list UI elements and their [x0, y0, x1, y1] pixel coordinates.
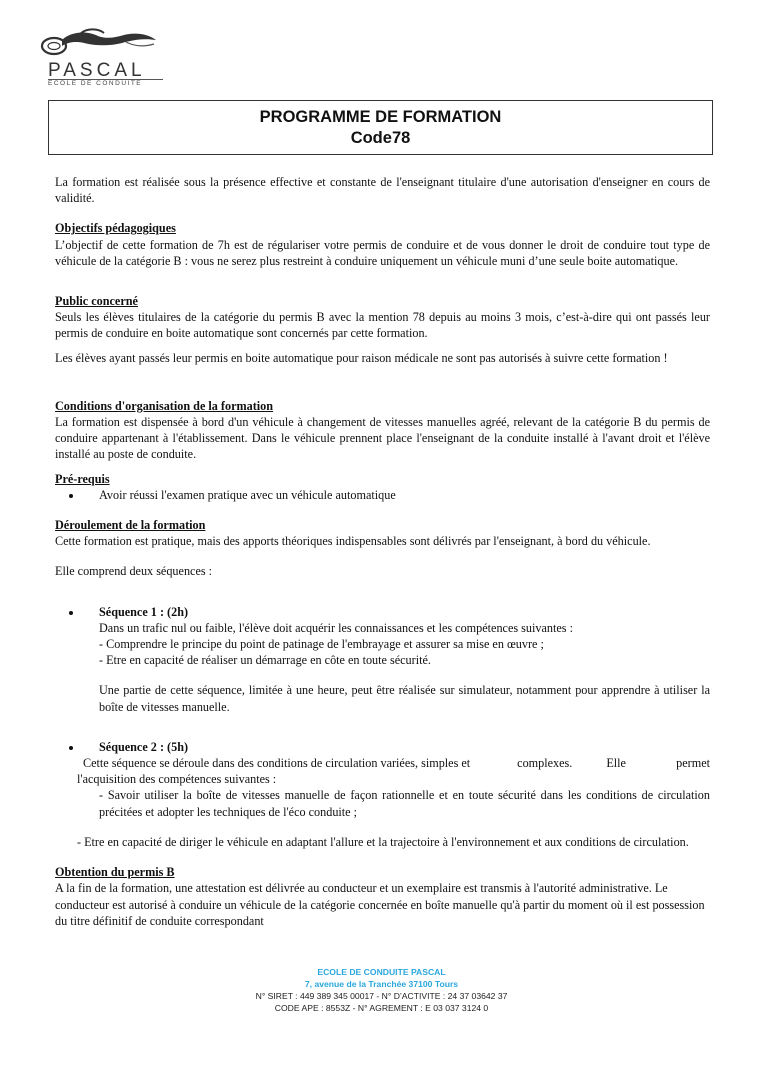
prerequis-list	[55, 487, 710, 503]
deroulement-text-1: Cette formation est pratique, mais des apports théoriques indispensables sont délivrés par l'enseignant, à bord du véhicule.	[55, 534, 651, 549]
title-box	[48, 100, 713, 155]
logo-wordmark: PASCAL	[48, 60, 146, 81]
logo-subtitle: ECOLE DE CONDUITE	[48, 79, 163, 87]
sequence-1-note: Une partie de cette séquence, limitée à une heure, peut être réalisée sur simulateur, notamment pour apprendre à utiliser la boîte de vitesses manuelle.	[99, 683, 710, 714]
objectifs-heading: Objectifs pédagogiques	[55, 221, 176, 236]
sequence-1-item-2: - Etre en capacité de réaliser un démarrage en côte en toute sécurité.	[99, 653, 431, 668]
sequence-2-item-1: - Savoir utiliser la boîte de vitesses manuelle de façon rationnelle et en toute sécurité dans les conditions de circulation précitées et adopter les techniques de l'éco conduite ;	[99, 788, 710, 819]
document-body	[55, 174, 710, 929]
motorcycle-logo-icon	[40, 26, 160, 60]
public-text-2: Les élèves ayant passés leur permis en boite automatique pour raison médicale ne sont pas autorisés à suivre cette formation !	[55, 350, 668, 365]
footer-school-name: ECOLE DE CONDUITE PASCAL	[317, 967, 446, 977]
prerequis-heading: Pré-requis	[55, 471, 110, 486]
sequence-1-item-1: - Comprendre le principe du point de patinage de l'embrayage et assurer sa mise en œuvre ;	[99, 637, 544, 652]
sequence-2-item-2: - Etre en capacité de diriger le véhicule en adaptant l'allure et la trajectoire à l'environnement et aux conditions de circulation.	[77, 834, 689, 849]
conditions-text: La formation est dispensée à bord d'un véhicule à changement de vitesses manuelles agréé, relevant de la catégorie B du permis de conduire appartenant à l'établissement. Dans le véhicule prennent place l'enseignant de la conduite installé à l'avant droit et l'élève installé au poste de conduite.	[55, 415, 710, 462]
public-heading: Public concerné	[55, 294, 138, 309]
sequence-1-title: • Séquence 1 : (2h)	[83, 604, 710, 620]
obtention-heading: Obtention du permis B	[55, 865, 175, 880]
sequence-1-intro: Dans un trafic nul ou faible, l'élève doit acquérir les connaissances et les compétences suivantes :	[99, 620, 573, 635]
school-logo	[40, 26, 170, 87]
sequence-2-title: • Séquence 2 : (5h)	[83, 739, 710, 755]
conditions-heading: Conditions d'organisation de la formation	[55, 398, 274, 413]
footer-ape: CODE APE : 8553Z - N° AGREMENT : E 03 037 3124 0	[274, 1003, 489, 1013]
objectifs-text: L’objectif de cette formation de 7h est de régulariser votre permis de conduire et de vous donner le droit de conduire tout type de véhicule de la catégorie B : vous ne serez plus restreint à conduire uniquement un véhicule muni d’une seule boite automatique.	[55, 237, 710, 268]
sequence-2-intro-cont: l'acquisition des compétences suivantes :	[77, 772, 277, 787]
sequence-2-list	[55, 739, 710, 755]
footer-siret: N° SIRET : 449 389 345 00017 - N° D’ACTIVITE : 24 37 03642 37	[255, 991, 508, 1001]
deroulement-heading: Déroulement de la formation	[55, 518, 206, 533]
footer-address: 7, avenue de la Tranchée 37100 Tours	[304, 979, 459, 989]
prerequis-item: • Avoir réussi l'examen pratique avec un véhicule automatique	[83, 487, 710, 503]
page-footer	[0, 966, 763, 1014]
intro-paragraph: La formation est réalisée sous la présence effective et constante de l'enseignant titulaire d'une autorisation d'enseigner en cours de validité.	[55, 175, 710, 206]
obtention-text: A la fin de la formation, une attestation est délivrée au conducteur et un exemplaire est transmis à l'autorité administrative. Le conducteur est autorisé à conduire un véhicule de la catégorie concernée en boîte manuelle qu'à partir du moment où il est possession du titre définitif de conduite correspondant	[55, 881, 705, 928]
deroulement-text-2: Elle comprend deux séquences :	[55, 564, 213, 579]
document-title: PROGRAMME DE FORMATION	[259, 108, 502, 126]
sequence-2-intro: Cette séquence se déroule dans des conditions de circulation variées, simples et complexes. Elle permet	[83, 756, 710, 771]
public-text-1: Seuls les élèves titulaires de la catégorie du permis B avec la mention 78 depuis au moins 3 mois, c’est-à-dire qui ont passés leur permis de conduire en boite automatique sont concernés par cette formation.	[55, 310, 710, 341]
document-subtitle: Code78	[350, 129, 411, 147]
sequence-1-list	[55, 604, 710, 620]
